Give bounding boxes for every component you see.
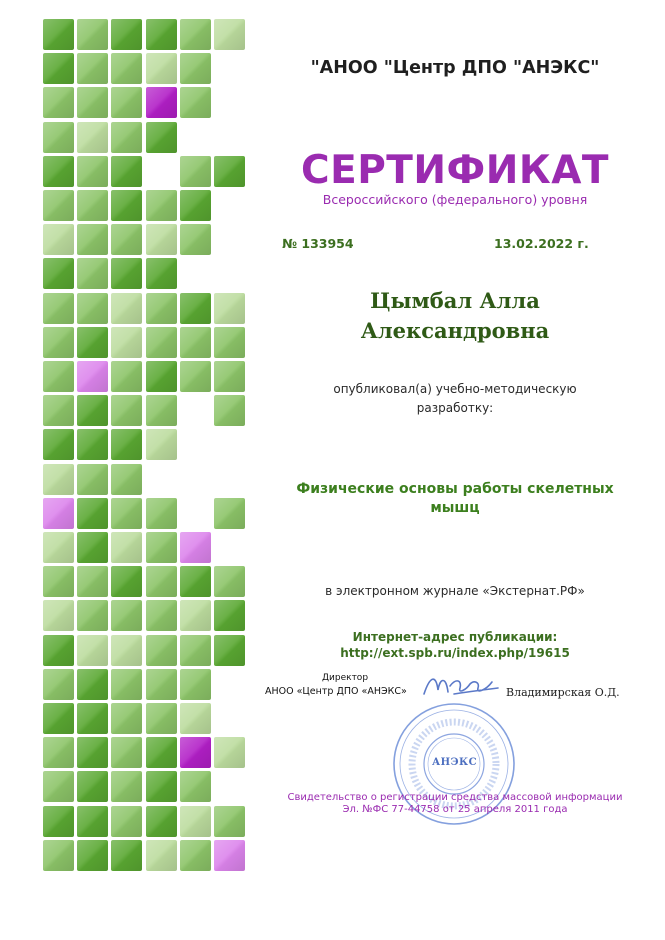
- mosaic-tile: [43, 361, 74, 392]
- mosaic-tile: [111, 771, 142, 802]
- mosaic-tile: [43, 771, 74, 802]
- mosaic-tile: [146, 771, 177, 802]
- mosaic-tile: [111, 498, 142, 529]
- mosaic-tile: [180, 669, 211, 700]
- mosaic-tile: [146, 190, 177, 221]
- mosaic-tile: [180, 840, 211, 871]
- mosaic-tile: [111, 19, 142, 50]
- mosaic-tile: [146, 703, 177, 734]
- mosaic-tile: [180, 703, 211, 734]
- mosaic-tile: [146, 122, 177, 153]
- mosaic-tile: [43, 566, 74, 597]
- mosaic-tile: [180, 806, 211, 837]
- mosaic-tile: [111, 361, 142, 392]
- mosaic-tile: [77, 156, 108, 187]
- mosaic-tile: [43, 635, 74, 666]
- director-role: Директор: [322, 673, 369, 683]
- mosaic-tile: [111, 429, 142, 460]
- mosaic-tile: [43, 190, 74, 221]
- mosaic-tile: [77, 464, 108, 495]
- mosaic-tile: [146, 737, 177, 768]
- mosaic-tile: [146, 532, 177, 563]
- mosaic-tile: [43, 806, 74, 837]
- mosaic-tile: [77, 122, 108, 153]
- mosaic-tile: [111, 122, 142, 153]
- mosaic-tile: [77, 806, 108, 837]
- mosaic-tile: [214, 566, 245, 597]
- mosaic-tile: [180, 737, 211, 768]
- director-signature: [420, 668, 502, 702]
- mosaic-tile: [77, 498, 108, 529]
- registration-info-line1: Свидетельство о регистрации средства массовой информации: [287, 792, 623, 803]
- mosaic-tile: [43, 464, 74, 495]
- director-name: Владимирская О.Д.: [506, 686, 620, 699]
- work-title-line2: мышц: [430, 500, 480, 516]
- mosaic-tile: [146, 395, 177, 426]
- mosaic-tile: [111, 566, 142, 597]
- mosaic-tile: [77, 840, 108, 871]
- mosaic-tile: [214, 498, 245, 529]
- mosaic-tile: [43, 156, 74, 187]
- mosaic-tile: [111, 464, 142, 495]
- mosaic-tile: [146, 327, 177, 358]
- mosaic-tile: [214, 395, 245, 426]
- work-title-line1: Физические основы работы скелетных: [296, 481, 614, 497]
- mosaic-tile: [111, 600, 142, 631]
- mosaic-tile: [180, 327, 211, 358]
- mosaic-tile: [146, 840, 177, 871]
- mosaic-tile: [111, 840, 142, 871]
- mosaic-tile: [214, 361, 245, 392]
- mosaic-tile: [43, 737, 74, 768]
- mosaic-tile: [111, 669, 142, 700]
- mosaic-tile: [77, 327, 108, 358]
- mosaic-tile: [214, 806, 245, 837]
- mosaic-tile: [111, 737, 142, 768]
- mosaic-tile: [43, 600, 74, 631]
- mosaic-tile: [214, 19, 245, 50]
- mosaic-tile: [180, 19, 211, 50]
- mosaic-tile: [146, 19, 177, 50]
- mosaic-tile: [111, 703, 142, 734]
- mosaic-tile: [146, 429, 177, 460]
- registration-info-line2: Эл. №ФС 77-44758 от 25 апреля 2011 года: [342, 804, 568, 815]
- mosaic-tile: [43, 703, 74, 734]
- decorative-tile-mosaic: [0, 0, 260, 840]
- mosaic-tile: [146, 87, 177, 118]
- mosaic-tile: [77, 190, 108, 221]
- mosaic-tile: [77, 669, 108, 700]
- mosaic-tile: [180, 87, 211, 118]
- mosaic-tile: [146, 498, 177, 529]
- mosaic-tile: [180, 156, 211, 187]
- mosaic-tile: [43, 224, 74, 255]
- mosaic-tile: [146, 258, 177, 289]
- mosaic-tile: [43, 532, 74, 563]
- mosaic-tile: [77, 395, 108, 426]
- mosaic-tile: [146, 669, 177, 700]
- mosaic-tile: [111, 327, 142, 358]
- mosaic-tile: [180, 293, 211, 324]
- mosaic-tile: [77, 703, 108, 734]
- mosaic-tile: [77, 737, 108, 768]
- mosaic-tile: [214, 600, 245, 631]
- mosaic-tile: [111, 532, 142, 563]
- mosaic-tile: [146, 53, 177, 84]
- mosaic-tile: [77, 87, 108, 118]
- recipient-name-line2: Александровна: [360, 318, 550, 343]
- mosaic-tile: [111, 293, 142, 324]
- recipient-name-line1: Цымбал Алла: [370, 288, 540, 313]
- mosaic-tile: [43, 395, 74, 426]
- mosaic-tile: [180, 532, 211, 563]
- mosaic-tile: [77, 600, 108, 631]
- director-organization: АНОО «Центр ДПО «АНЭКС»: [265, 686, 407, 697]
- mosaic-tile: [77, 19, 108, 50]
- mosaic-tile: [111, 806, 142, 837]
- action-text-line2: разработку:: [416, 401, 494, 415]
- mosaic-tile: [111, 224, 142, 255]
- mosaic-tile: [43, 258, 74, 289]
- mosaic-tile: [43, 498, 74, 529]
- mosaic-tile: [43, 53, 74, 84]
- mosaic-tile: [146, 600, 177, 631]
- recipient-name: [255, 286, 655, 346]
- mosaic-tile: [43, 429, 74, 460]
- mosaic-tile: [43, 840, 74, 871]
- mosaic-tile: [77, 361, 108, 392]
- mosaic-tile: [43, 327, 74, 358]
- action-text-line1: опубликовал(а) учебно-методическую: [333, 382, 577, 396]
- mosaic-tile: [180, 53, 211, 84]
- publication-address-url: http://ext.spb.ru/index.php/19615: [340, 646, 570, 660]
- stamp-center-text: АНЭКС: [432, 757, 478, 768]
- mosaic-tile: [77, 53, 108, 84]
- mosaic-tile: [111, 258, 142, 289]
- mosaic-tile: [77, 635, 108, 666]
- mosaic-tile: [43, 87, 74, 118]
- mosaic-tile: [180, 224, 211, 255]
- mosaic-tile: [214, 327, 245, 358]
- work-title: [255, 480, 655, 518]
- mosaic-tile: [43, 122, 74, 153]
- mosaic-tile: [214, 635, 245, 666]
- mosaic-tile: [111, 190, 142, 221]
- mosaic-tile: [77, 293, 108, 324]
- certificate-number: № 133954: [282, 236, 354, 251]
- mosaic-tile: [146, 293, 177, 324]
- certificate-heading: СЕРТИФИКАТ: [300, 148, 610, 193]
- mosaic-tile: [180, 635, 211, 666]
- mosaic-tile: [146, 224, 177, 255]
- mosaic-tile: [111, 53, 142, 84]
- mosaic-tile: [214, 156, 245, 187]
- mosaic-tile: [180, 361, 211, 392]
- mosaic-tile: [146, 361, 177, 392]
- mosaic-tile: [43, 293, 74, 324]
- mosaic-tile: [77, 566, 108, 597]
- mosaic-tile: [77, 429, 108, 460]
- mosaic-tile: [214, 737, 245, 768]
- journal-name: в электронном журнале «Экстернат.РФ»: [325, 584, 585, 598]
- mosaic-tile: [77, 224, 108, 255]
- certificate-date: 13.02.2022 г.: [494, 236, 589, 251]
- publication-address-label: Интернет-адрес публикации:: [352, 630, 558, 644]
- mosaic-tile: [111, 635, 142, 666]
- mosaic-tile: [146, 806, 177, 837]
- mosaic-tile: [43, 19, 74, 50]
- action-text: [265, 380, 645, 418]
- mosaic-tile: [146, 635, 177, 666]
- mosaic-tile: [43, 669, 74, 700]
- mosaic-tile: [77, 771, 108, 802]
- certificate-level: Всероссийского (федерального) уровня: [322, 192, 588, 207]
- mosaic-tile: [180, 190, 211, 221]
- mosaic-tile: [111, 156, 142, 187]
- mosaic-tile: [214, 840, 245, 871]
- organization-title: "АНОО "Центр ДПО "АНЭКС": [310, 58, 600, 78]
- mosaic-tile: [77, 532, 108, 563]
- mosaic-tile: [214, 293, 245, 324]
- mosaic-tile: [180, 566, 211, 597]
- mosaic-tile: [77, 258, 108, 289]
- mosaic-tile: [180, 600, 211, 631]
- mosaic-tile: [111, 395, 142, 426]
- mosaic-tile: [146, 566, 177, 597]
- mosaic-tile: [111, 87, 142, 118]
- mosaic-tile: [180, 771, 211, 802]
